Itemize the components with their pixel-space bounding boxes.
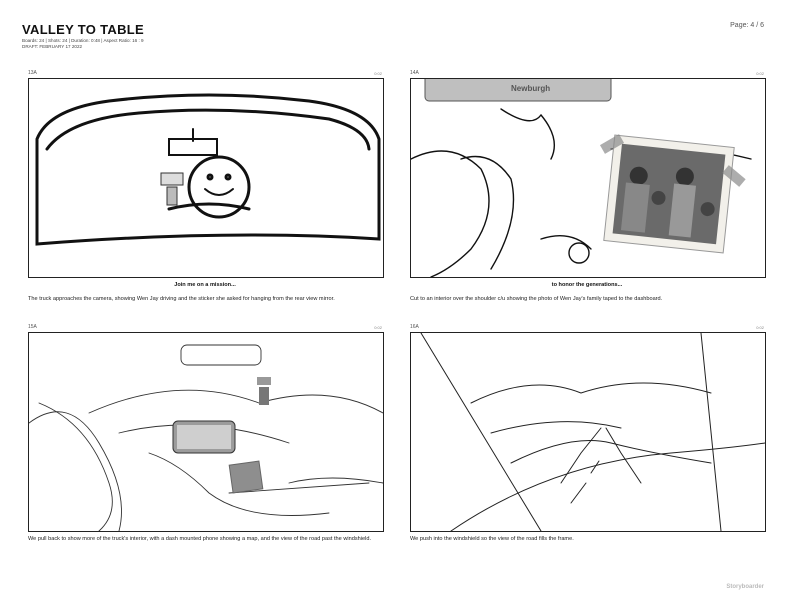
panel-frame-13a[interactable] [28,78,384,278]
action-15a: We pull back to show more of the truck's interior, with a dash mounted phone showing a map, and the view of the road past the windshield. [28,536,371,542]
panel-duration-14a: 0:02 [756,71,764,76]
panel-id-16a: 16A [410,324,419,330]
page-number: Page: 4 / 6 [730,22,764,29]
panel-duration-13a: 0:02 [374,71,382,76]
panel-id-14a: 14A [410,70,419,76]
dialogue-14a: to honor the generations... [551,282,623,288]
panel-id-15a: 15A [28,324,37,330]
action-16a: We push into the windshield so the view of the road fills the frame. [410,536,574,542]
action-13a: The truck approaches the camera, showing Wen Jay driving and the sticker she asked for hanging from the rear view mirror. [28,296,335,302]
sketch-road [411,333,765,531]
action-14a: Cut to an interior over the shoulder c/u showing the photo of Wen Jay's family taped to the dashboard. [410,296,663,302]
panel-id-13a: 13A [28,70,37,76]
meta-line-draft: DRAFT: FEBRUARY 17 2022 [22,44,83,49]
dialogue-13a: Join me on a mission... [174,282,236,288]
panel-frame-16a[interactable] [410,332,766,532]
panel-duration-16a: 0:02 [756,325,764,330]
storyboarder-logo: Storyboarder [726,584,764,590]
panel-frame-14a[interactable] [410,78,766,278]
board-meta [22,38,144,50]
panel-frame-15a[interactable] [28,332,384,532]
sketch-interior-phone [29,333,383,531]
sketch-mirror-driver [29,79,383,277]
sketch-dashboard-photo [411,79,765,277]
phone-map-label: Newburgh [511,84,551,93]
meta-line-boards: Boards: 24 | Shots: 24 | Duration: 0:48 | Aspect Ratio: 16 : 9 [22,38,144,43]
panel-duration-15a: 0:02 [374,325,382,330]
board-title: VALLEY TO TABLE [22,22,144,37]
